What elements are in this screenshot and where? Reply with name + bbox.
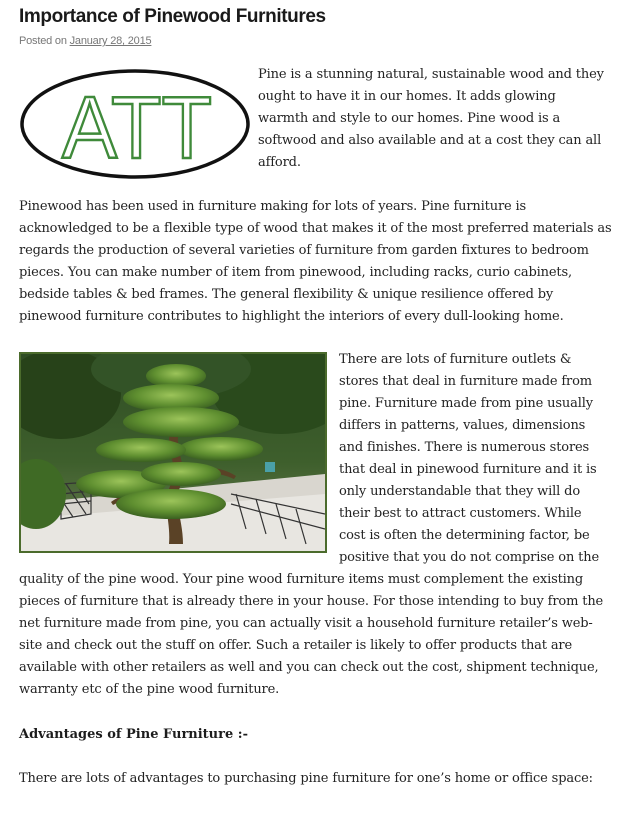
paragraph-line: site and check out the stuff on offer. Such a retailer is likely to offer products that are <box>19 638 573 653</box>
furniture-outlets-paragraph-full <box>19 569 617 701</box>
bonsai-pine-photo <box>19 352 327 553</box>
paragraph-line: pieces. You can make number of item from pinewood, including racks, curio cabinets, <box>19 265 572 280</box>
posted-on-label: Posted on <box>19 35 70 47</box>
intro-line: afford. <box>258 155 301 170</box>
post-date-link[interactable]: January 28, 2015 <box>69 35 152 47</box>
paragraph-line: acknowledged to be a flexible type of wood that makes it of the most preferred materials as <box>19 221 612 236</box>
paragraph-line: only understandable that they will do <box>339 484 581 499</box>
advantages-heading: Advantages of Pine Furniture :- <box>19 727 248 742</box>
paragraph-line: There are lots of furniture outlets & <box>339 352 572 367</box>
intro-line: Pine is a stunning natural, sustainable wood and they <box>258 67 604 82</box>
article-title: Importance of Pinewood Furnitures <box>19 6 326 27</box>
att-logo <box>19 68 251 180</box>
paragraph-line: and finishes. There is numerous stores <box>339 440 590 455</box>
pinewood-history-paragraph <box>19 196 617 328</box>
paragraph-line: stores that deal in furniture made from <box>339 374 592 389</box>
paragraph-line: pinewood furniture contributes to highlight the interiors of every dull-looking home. <box>19 309 564 324</box>
advantages-intro: There are lots of advantages to purchasing pine furniture for one’s home or office space: <box>19 771 593 786</box>
intro-paragraph <box>258 64 610 174</box>
paragraph-line: quality of the pine wood. Your pine wood furniture items must complement the existing <box>19 572 584 587</box>
paragraph-line: bedside tables & bed frames. The general flexibility & unique resilience offered by <box>19 287 554 302</box>
paragraph-line: regards the production of several varieties of furniture from garden fixtures to bedroom <box>19 243 589 258</box>
intro-line: softwood and also available and at a cost they can all <box>258 133 602 148</box>
bonsai-pine-tree-image <box>21 354 325 551</box>
paragraph-line: cost is often the determining factor, be <box>339 528 590 543</box>
paragraph-line: Pinewood has been used in furniture making for lots of years. Pine furniture is <box>19 199 527 214</box>
paragraph-line: their best to attract customers. While <box>339 506 582 521</box>
att-logo-image <box>19 68 251 180</box>
paragraph-line: warranty etc of the pine wood furniture. <box>19 682 280 697</box>
paragraph-line: positive that you do not comprise on the <box>339 550 599 565</box>
intro-line: warmth and style to our homes. Pine wood is a <box>258 111 561 126</box>
paragraph-line: pieces of furniture that is already there in your house. For those intending to buy from the <box>19 594 604 609</box>
intro-line: ought to have it in our homes. It adds glowing <box>258 89 556 104</box>
paragraph-line: net furniture made from pine, you can actually visit a household furniture retailer’s web- <box>19 616 593 631</box>
paragraph-line: differs in patterns, values, dimensions <box>339 418 586 433</box>
paragraph-line: that deal in pinewood furniture and it is <box>339 462 597 477</box>
paragraph-line: available with other retailers as well and you can check out the cost, shipment technique, <box>19 660 599 675</box>
att-logo-text: ATT <box>62 78 212 177</box>
furniture-outlets-paragraph-side <box>339 349 611 569</box>
post-meta <box>19 35 151 47</box>
paragraph-line: pine. Furniture made from pine usually <box>339 396 593 411</box>
